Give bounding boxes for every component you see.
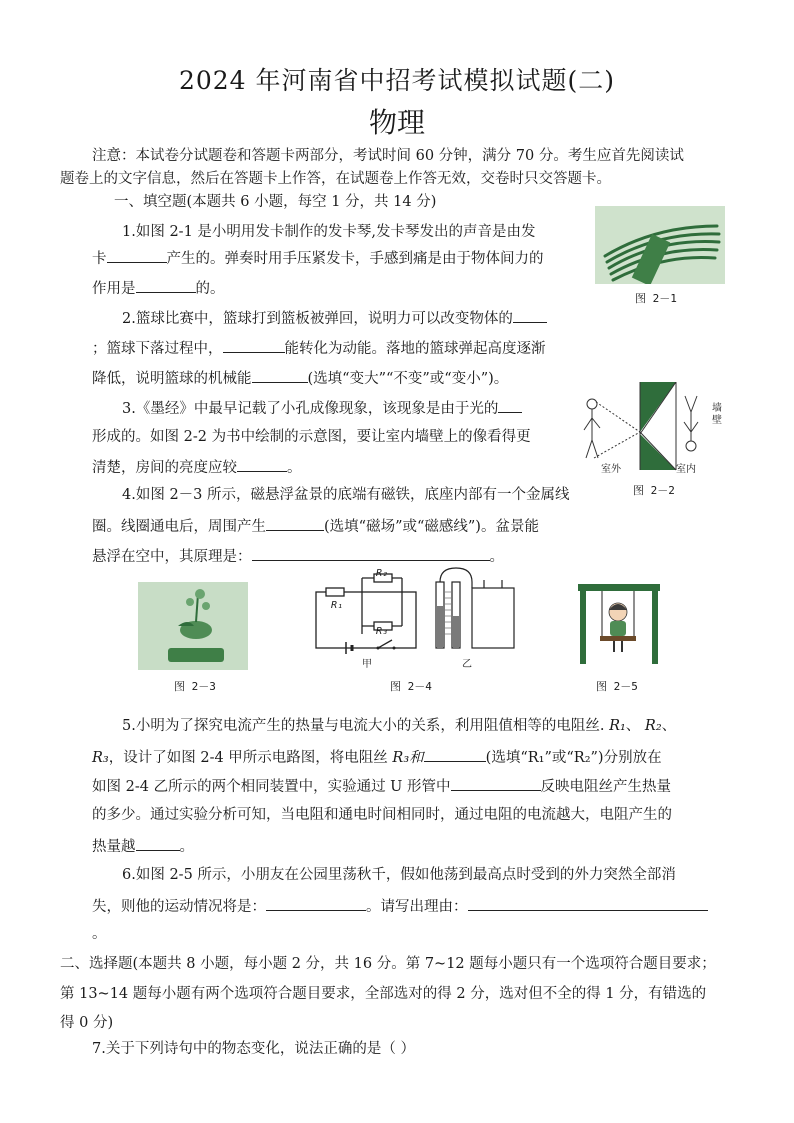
q5-r3: R₃ xyxy=(92,750,109,766)
u-tube-illustration xyxy=(432,566,518,652)
figure-2-4-jia-label: 甲 xyxy=(362,659,372,670)
q5-text: 如图 2-4 乙所示的两个相同装置中，实验通过 U 形管中 xyxy=(92,779,451,795)
q2-text: (选填“变大”“不变”或“变小”)。 xyxy=(307,371,509,387)
answer-blank xyxy=(451,775,541,791)
q7-line: 7.关于下列诗句中的物态变化，说法正确的是（ ） xyxy=(92,1041,415,1057)
answer-blank xyxy=(424,746,486,762)
answer-blank xyxy=(223,337,285,353)
exam-title: 2024 年河南省中招考试模拟试题(二) xyxy=(178,66,616,95)
q1-line-3 xyxy=(92,277,225,299)
q6-text: 。请写出理由： xyxy=(366,899,468,915)
figure-2-3-caption: 图 2－3 xyxy=(174,680,216,693)
q4-line-2 xyxy=(92,515,539,537)
figure-2-2-wall-label: 墙壁 xyxy=(712,403,722,426)
q6-text: 失，则他的运动情况将是： xyxy=(92,899,266,915)
answer-blank xyxy=(468,895,708,911)
section2-line-1: 二、选择题(本题共 8 小题，每小题 2 分，共 16 分。第 7~12 题每小题只有一个选项符合题目要求； xyxy=(60,956,716,972)
figure-2-4-yi-label: 乙 xyxy=(462,659,472,670)
q5-text: (选填“R₁”或“R₂”)分别放在 xyxy=(485,750,662,766)
q6-line-2 xyxy=(92,895,708,917)
figure-2-4-r2-label: R₂ xyxy=(376,568,389,579)
figure-2-2-outside-label: 室外 xyxy=(601,464,621,475)
answer-blank xyxy=(498,397,522,413)
q1-text: 产生的。弹奏时用手压紧发卡，手感到痛是由于物体间力的 xyxy=(166,251,544,267)
q4-text: (选填“磁场”或“磁感线”)。盆景能 xyxy=(324,519,539,535)
answer-blank xyxy=(266,515,324,531)
q3-text: 清楚，房间的亮度应较 xyxy=(92,460,237,476)
figure-2-4-caption: 图 2－4 xyxy=(390,680,432,693)
answer-blank xyxy=(136,835,180,851)
q4-text: 圈。线圈通电后，周围产生 xyxy=(92,519,266,535)
q5-text: ，设计了如图 2-4 甲所示电路图，将电阻丝 xyxy=(108,750,388,766)
figure-2-3-maglev-bonsai-photo xyxy=(138,582,248,670)
q3-line-1 xyxy=(122,397,522,419)
q5-sep: 、 xyxy=(625,718,641,734)
q5-text: R₃和 xyxy=(392,750,424,766)
answer-blank xyxy=(107,247,167,263)
figure-2-4-circuit-diagram xyxy=(312,566,430,664)
q4-line-1: 4.如图 2－3 所示，磁悬浮盆景的底端有磁铁，底座内部有一个金属线 xyxy=(122,487,570,503)
q5-text: 。 xyxy=(179,839,194,855)
q4-line-3 xyxy=(92,545,504,567)
q1-text: 卡 xyxy=(92,251,107,267)
answer-blank xyxy=(252,367,308,383)
figure-2-4-r3-label: R₃ xyxy=(376,626,389,637)
q5-line-4: 的多少。通过实验分析可知，当电阻和通电时间相同时，通过电阻的电流越大，电阻产生的 xyxy=(92,807,672,823)
figure-2-1-caption: 图 2－1 xyxy=(635,292,677,305)
q5-text: 反映电阻丝产生热量 xyxy=(540,779,672,795)
q3-text: 3.《墨经》中最早记载了小孔成像现象，该现象是由于光的 xyxy=(122,401,499,417)
figure-2-5-swing-illustration xyxy=(574,580,664,666)
q4-text: 。 xyxy=(489,549,504,565)
answer-blank xyxy=(266,895,366,911)
notice-line-2: 题卷上的文字信息，然后在答题卡上作答，在试题卷上作答无效，交卷时只交答题卡。 xyxy=(60,171,611,187)
q2-text: 能转化为动能。落地的篮球弹起高度逐渐 xyxy=(284,341,546,357)
q1-text: 作用是 xyxy=(92,281,136,297)
figure-2-1-hairpin-harp-photo xyxy=(595,206,725,284)
swing-child-illustration xyxy=(574,580,664,666)
q2-text: 2.篮球比赛中，篮球打到篮板被弹回，说明力可以改变物体的 xyxy=(122,311,513,327)
notice-line-1: 注意：本试卷分试题卷和答题卡两部分，考试时间 60 分钟，满分 70 分。考生应首先阅读试 xyxy=(92,148,684,164)
q2-text: ；篮球下落过程中， xyxy=(92,341,223,357)
q6-line-1: 6.如图 2-5 所示，小朋友在公园里荡秋千，假如他荡到最高点时受到的外力突然全部消 xyxy=(122,867,676,883)
figure-2-5-caption: 图 2－5 xyxy=(596,680,638,693)
q2-line-1 xyxy=(122,307,547,329)
q4-text: 悬浮在空中，其原理是： xyxy=(92,549,252,565)
figure-2-4-r1-label: R₁ xyxy=(331,600,344,611)
q1-text: 的。 xyxy=(195,281,225,297)
q5-r1: R₁ xyxy=(609,718,626,734)
q5-r2: R₂ xyxy=(644,718,662,734)
section1-heading: 一、填空题(本题共 6 小题，每空 1 分，共 14 分) xyxy=(114,194,437,210)
figure-2-4-u-tube-apparatus xyxy=(432,566,518,652)
section2-line-2: 第 13~14 题每小题有两个选项符合题目要求，全部选对的得 2 分，选对但不全的得 1 分，有错选的 xyxy=(60,986,707,1002)
q2-line-2 xyxy=(92,337,546,359)
section2-line-3: 得 0 分) xyxy=(60,1015,114,1031)
maglev-bonsai-illustration xyxy=(138,582,248,670)
answer-blank xyxy=(513,307,547,323)
q5-sep: 、 xyxy=(661,718,677,734)
q5-text: 5.小明为了探究电流产生的热量与电流大小的关系，利用阻值相等的电阻丝. xyxy=(122,718,605,734)
q2-text: 降低，说明篮球的机械能 xyxy=(92,371,252,387)
figure-2-2-pinhole-diagram xyxy=(576,382,726,474)
q5-line-5 xyxy=(92,835,194,857)
hairpin-harp-illustration xyxy=(595,206,725,284)
figure-2-2-inside-label: 室内 xyxy=(676,464,696,475)
figure-2-2-caption: 图 2－2 xyxy=(633,484,675,497)
q3-line-2: 形成的。如图 2-2 为书中绘制的示意图，要让室内墙壁上的像看得更 xyxy=(92,429,531,445)
q1-line-2 xyxy=(92,247,544,269)
q1-line-1: 1.如图 2-1 是小明用发卡制作的发卡琴,发卡琴发出的声音是由发 xyxy=(122,224,536,240)
answer-blank xyxy=(252,545,490,561)
q5-line-3 xyxy=(92,775,671,797)
circuit-illustration xyxy=(312,566,430,664)
q3-line-3 xyxy=(92,456,302,478)
subject-title: 物理 xyxy=(368,106,425,139)
q3-text: 。 xyxy=(287,460,302,476)
q5-text: 热量越 xyxy=(92,839,136,855)
q2-line-3 xyxy=(92,367,508,389)
q6-line-3: 。 xyxy=(92,926,107,942)
q5-line-1 xyxy=(122,716,676,736)
answer-blank xyxy=(237,456,287,472)
pinhole-camera-illustration xyxy=(576,382,726,474)
q5-line-2 xyxy=(92,746,662,768)
answer-blank xyxy=(136,277,196,293)
